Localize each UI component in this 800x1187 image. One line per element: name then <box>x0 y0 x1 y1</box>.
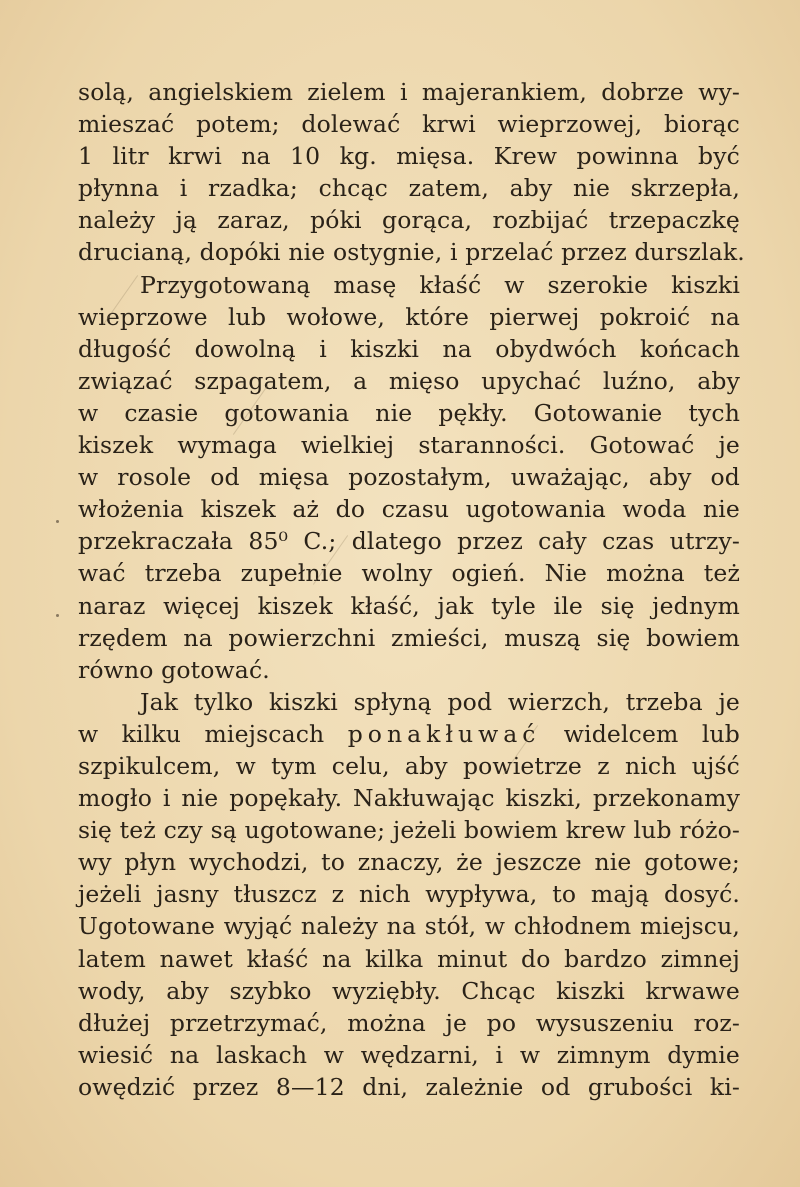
text-line: wać trzeba zupełnie wolny ogień. Nie można też <box>78 559 740 588</box>
text-line: owędzić przez 8—12 dni, zależnie od grubości ki- <box>78 1072 740 1101</box>
text-line: naraz więcej kiszek kłaść, jak tyle ile się jednym <box>78 591 740 620</box>
paragraph-start-line: Przygotowaną masę kłaść w szerokie kiszki <box>140 270 740 299</box>
text-line: dłużej przetrzymać, można je po wysuszeniu roz- <box>78 1008 740 1037</box>
text-line: jeżeli jasny tłuszcz z nich wypływa, to mają dosyć. <box>78 880 740 909</box>
text-line: Ugotowane wyjąć należy na stół, w chłodnem miejscu, <box>78 912 740 941</box>
text-line: szpikulcem, w tym celu, aby powietrze z nich ujść <box>78 751 740 780</box>
text-line: kiszek wymaga wielkiej staranności. Gotować je <box>78 431 740 460</box>
text-line: w rosole od mięsa pozostałym, uważając, aby od <box>78 463 740 492</box>
text-line: wy płyn wychodzi, to znaczy, że jeszcze nie gotowe; <box>78 848 740 877</box>
paper-speck <box>56 614 59 617</box>
paragraph-start-line: Jak tylko kiszki spłyną pod wierzch, trzeba je <box>140 687 740 716</box>
text-line: mogło i nie popękały. Nakłuwając kiszki, przekonamy <box>78 784 740 813</box>
document-page <box>78 76 745 1103</box>
text-line: długość dowolną i kiszki na obydwóch końcach <box>78 334 740 363</box>
text-line: wieprzowe lub wołowe, które pierwej pokroić na <box>78 302 740 331</box>
text-line: równo gotować. <box>78 655 270 684</box>
text-line: się też czy są ugotowane; jeżeli bowiem krew lub różo- <box>78 816 740 845</box>
text-line: wody, aby szybko wyziębły. Chcąc kiszki krwawe <box>78 976 740 1005</box>
text-line: płynna i rzadka; chcąc zatem, aby nie skrzepła, <box>78 174 740 203</box>
text-line: należy ją zaraz, póki gorąca, rozbijać trzepaczkę <box>78 206 740 235</box>
text-line: solą, angielskiem zielem i majerankiem, dobrze wy- <box>78 78 740 106</box>
text-line: rzędem na powierzchni zmieści, muszą się bowiem <box>78 623 740 652</box>
text-line: włożenia kiszek aż do czasu ugotowania woda nie <box>78 495 740 524</box>
text-line: 1 litr krwi na 10 kg. mięsa. Krew powinna być <box>78 142 740 171</box>
paper-speck <box>56 520 59 523</box>
text-line: latem nawet kłaść na kilka minut do bardzo zimnej <box>78 944 740 973</box>
text-line: w kilku miejscach ponakłuwać widelcem lub <box>78 719 740 748</box>
text-line: przekraczała 85⁰ C.; dlatego przez cały czas utrzy- <box>78 527 740 556</box>
text-line: wiesić na laskach w wędzarni, i w zimnym dymie <box>78 1040 740 1069</box>
text-line: drucianą, dopóki nie ostygnie, i przelać przez durszlak. <box>78 238 745 267</box>
text-line: związać szpagatem, a mięso upychać luźno, aby <box>78 366 740 395</box>
text-line: mieszać potem; dolewać krwi wieprzowej, biorąc <box>78 110 740 139</box>
text-line: w czasie gotowania nie pękły. Gotowanie tych <box>78 398 740 427</box>
emphasized-word: ponakłuwać <box>347 719 541 748</box>
